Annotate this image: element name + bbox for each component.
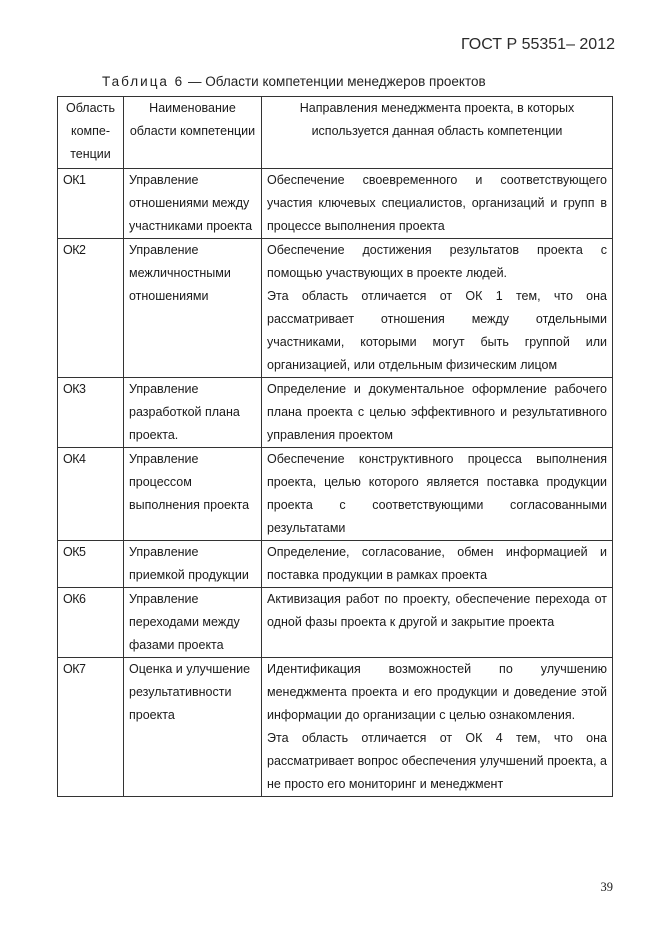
direction-paragraph: Определение и документальное оформление рабочего плана проекта с целью эффективного и результативного управления проектом <box>267 382 607 442</box>
table-row <box>58 448 613 541</box>
table-row <box>58 541 613 588</box>
competence-code: ОК3 <box>58 378 124 448</box>
table-row <box>58 378 613 448</box>
competence-directions <box>262 588 613 658</box>
table-row <box>58 588 613 658</box>
competence-directions <box>262 448 613 541</box>
competence-directions <box>262 541 613 588</box>
table-row <box>58 239 613 378</box>
direction-paragraph: Обеспечение достижения результатов проекта с помощью участвующих в проекте людей. <box>267 243 607 280</box>
competence-code: ОК4 <box>58 448 124 541</box>
table-header-row <box>58 97 613 169</box>
caption-dash: — <box>187 74 202 89</box>
competence-code: ОК1 <box>58 169 124 239</box>
direction-paragraph: Обеспечение конструктивного процесса выполнения проекта, целью которого является поставка продукции проекта с соответствующими согласованными результатами <box>267 452 607 535</box>
competence-code: ОК6 <box>58 588 124 658</box>
header-directions: Направления менеджмента проекта, в которых используется данная область компетенции <box>262 97 613 169</box>
header-area: Область компе- тенции <box>58 97 124 169</box>
direction-paragraph: Эта область отличается от ОК 4 тем, что она рассматривает вопрос обеспечения улучшений проекта, а не просто его мониторинг и менеджмент <box>267 731 607 791</box>
direction-paragraph: Обеспечение своевременного и соответствующего участия ключевых специалистов, организаций и групп в процессе выполнения проекта <box>267 173 607 233</box>
direction-paragraph: Эта область отличается от ОК 1 тем, что она рассматривает отношения между отдельными участниками, которыми могут быть группой или организацией, или отдельным физическим лицом <box>267 289 607 372</box>
competence-directions <box>262 169 613 239</box>
table-row <box>58 169 613 239</box>
competence-name: Управление приемкой продукции <box>124 541 262 588</box>
competence-directions <box>262 239 613 378</box>
competence-name: Управление межличностными отношениями <box>124 239 262 378</box>
direction-paragraph: Определение, согласование, обмен информацией и поставка продукции в рамках проекта <box>267 545 607 582</box>
standard-header: ГОСТ Р 55351– 2012 <box>461 36 615 53</box>
caption-label: Таблица 6 <box>102 74 185 89</box>
competence-name: Управление разработкой плана проекта. <box>124 378 262 448</box>
competence-name: Управление отношениями между участниками проекта <box>124 169 262 239</box>
direction-paragraph: Активизация работ по проекту, обеспечение перехода от одной фазы проекта к другой и закрытие проекта <box>267 592 607 629</box>
competence-code: ОК7 <box>58 658 124 797</box>
competence-name: Управление переходами между фазами проекта <box>124 588 262 658</box>
competence-directions <box>262 658 613 797</box>
competence-table <box>57 96 613 797</box>
competence-directions <box>262 378 613 448</box>
competence-name: Оценка и улучшение результативности проекта <box>124 658 262 797</box>
direction-paragraph: Идентификация возможностей по улучшению менеджмента проекта и его продукции и доведение этой информации до организации с целью ознакомления. <box>267 662 607 722</box>
table-row <box>58 658 613 797</box>
competence-code: ОК5 <box>58 541 124 588</box>
page-number: 39 <box>600 880 613 894</box>
competence-name: Управление процессом выполнения проекта <box>124 448 262 541</box>
caption-text: Области компетенции менеджеров проектов <box>205 74 486 89</box>
header-name: Наименование области компетенции <box>124 97 262 169</box>
table-caption <box>102 74 486 89</box>
competence-code: ОК2 <box>58 239 124 378</box>
